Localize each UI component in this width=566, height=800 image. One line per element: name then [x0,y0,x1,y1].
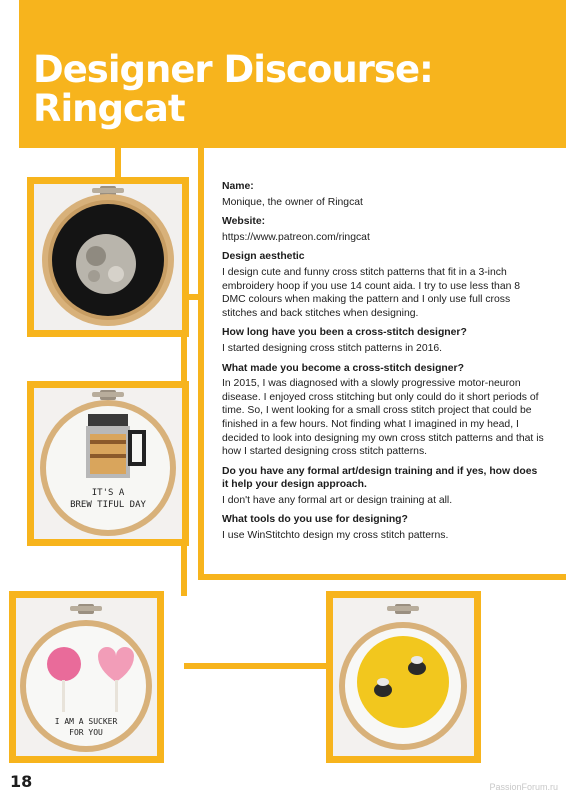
page-number: 18 [10,772,33,791]
answer-what-made-you: In 2015, I was diagnosed with a slowly progressive motor-neuron disease. I enjoyed cross stitching but only could do it short periods of time. So, I went looking for a small cross stitch project that could be finished in a few hours. Not finding what I imagined in my head, I decided to look into designing my own cross stitch patterns and that is how I started designing cross stitch patterns. [222,378,544,458]
moon-hoop-illustration [34,184,182,330]
photo-moon-hoop [27,177,189,337]
connector-line [184,663,329,669]
question-what-made-you: What made you become a cross-stitch designer? [222,362,464,374]
sucker-caption-line-2: FOR YOU [69,728,103,737]
photo-brew-hoop [27,381,189,546]
question-name: Name: [222,181,254,192]
question-design-aesthetic: Design aesthetic [222,251,305,263]
sucker-hoop-illustration [16,598,157,756]
photo-sucker-hoop [9,591,164,763]
answer-tools: I use WinStitchto design my cross stitch patterns. [222,530,449,542]
interview-article [222,180,544,546]
title-line-2: Ringcat [33,87,185,130]
answer-website: https://www.patreon.com/ringcat [222,231,370,243]
brew-caption-line-2: BREW TIFUL DAY [70,500,146,510]
title-line-1: Designer Discourse: [33,48,433,91]
brew-caption-line-1: IT'S A [91,488,125,498]
answer-formal-training: I don't have any formal art or design training at all. [222,494,453,506]
question-how-long: How long have you been a cross-stitch designer? [222,327,467,339]
photo-bee-hoop [326,591,481,763]
page-title [33,50,433,128]
answer-name: Monique, the owner of Ringcat [222,196,363,208]
question-website: Website: [222,216,266,228]
answer-design-aesthetic: I design cute and funny cross stitch patterns that fit in a 3-inch embroidery hoop if you use 14 count aida. I try to use less than 8 DMC colours when making the pattern and I only use full cross stitches and back stitches when designing. [222,266,521,319]
connector-line [198,574,566,580]
bee-hoop-illustration [333,598,474,756]
question-tools: What tools do you use for designing? [222,514,408,526]
watermark: PassionForum.ru [489,782,558,792]
brew-hoop-illustration [34,388,182,539]
connector-line [198,148,204,580]
answer-how-long: I started designing cross stitch patterns in 2016. [222,342,443,354]
sucker-caption-line-1: I AM A SUCKER [54,717,118,726]
question-formal-training: Do you have any formal art/design training and if yes, how does it help your design approach. [222,465,538,491]
